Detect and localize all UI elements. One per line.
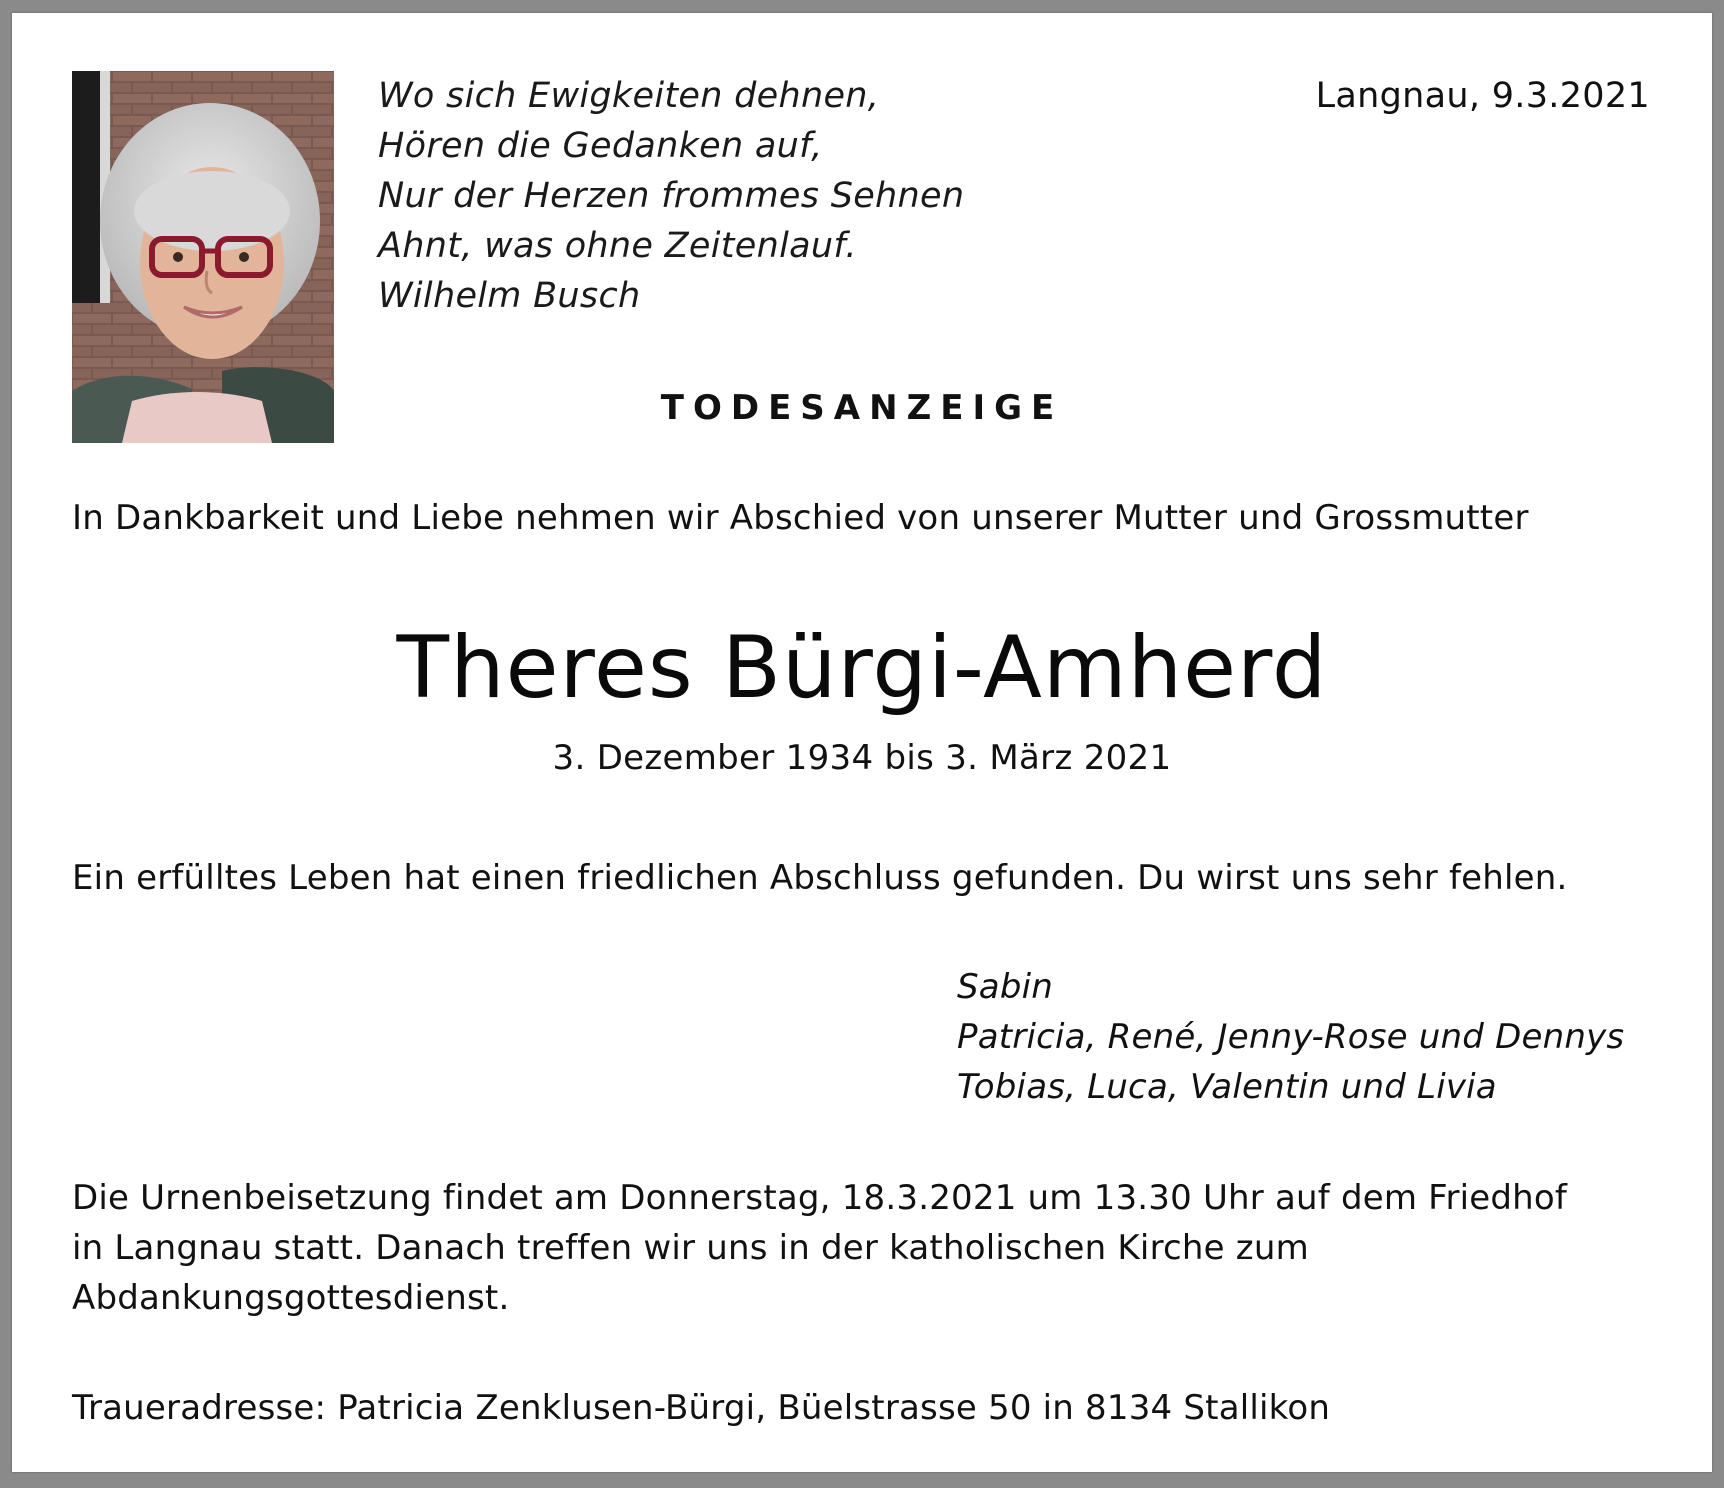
mourner-line: Tobias, Luca, Valentin und Livia [957, 1067, 1497, 1107]
place-date: Langnau, 9.3.2021 [1315, 76, 1650, 116]
mourners-list [957, 962, 1657, 1112]
announcement-heading: TODESANZEIGE [660, 388, 1064, 428]
poem [378, 71, 1018, 321]
poem-line: Nur der Herzen frommes Sehnen [378, 176, 965, 216]
portrait-photo [72, 71, 334, 443]
poem-line: Wo sich Ewigkeiten dehnen, [378, 76, 880, 116]
life-dates: 3. Dezember 1934 bis 3. März 2021 [552, 738, 1172, 778]
service-line: Die Urnenbeisetzung findet am Donnerstag, 18.3.2021 um 13.30 Uhr auf dem Friedhof [72, 1178, 1568, 1218]
mourner-line: Sabin [957, 967, 1053, 1007]
poem-line: Hören die Gedanken auf, [378, 126, 823, 166]
portrait-photo-drawing [72, 71, 334, 443]
mourner-line: Patricia, René, Jenny-Rose und Dennys [957, 1017, 1625, 1057]
deceased-name: Theres Bürgi-Amherd [396, 618, 1328, 718]
intro-text: In Dankbarkeit und Liebe nehmen wir Abschied von unserer Mutter und Grossmutter [72, 498, 1529, 538]
service-line: in Langnau statt. Danach treffen wir uns in der katholischen Kirche zum [72, 1228, 1309, 1268]
poem-line: Ahnt, was ohne Zeitenlauf. [378, 226, 857, 266]
obituary-sheet [12, 13, 1712, 1472]
farewell-message: Ein erfülltes Leben hat einen friedlichen Abschluss gefunden. Du wirst uns sehr fehlen. [72, 858, 1568, 898]
service-info [72, 1173, 1672, 1323]
service-line: Abdankungsgottesdienst. [72, 1278, 510, 1318]
mourning-address: Traueradresse: Patricia Zenklusen-Bürgi, Büelstrasse 50 in 8134 Stallikon [72, 1388, 1331, 1428]
poem-author: Wilhelm Busch [378, 276, 641, 316]
